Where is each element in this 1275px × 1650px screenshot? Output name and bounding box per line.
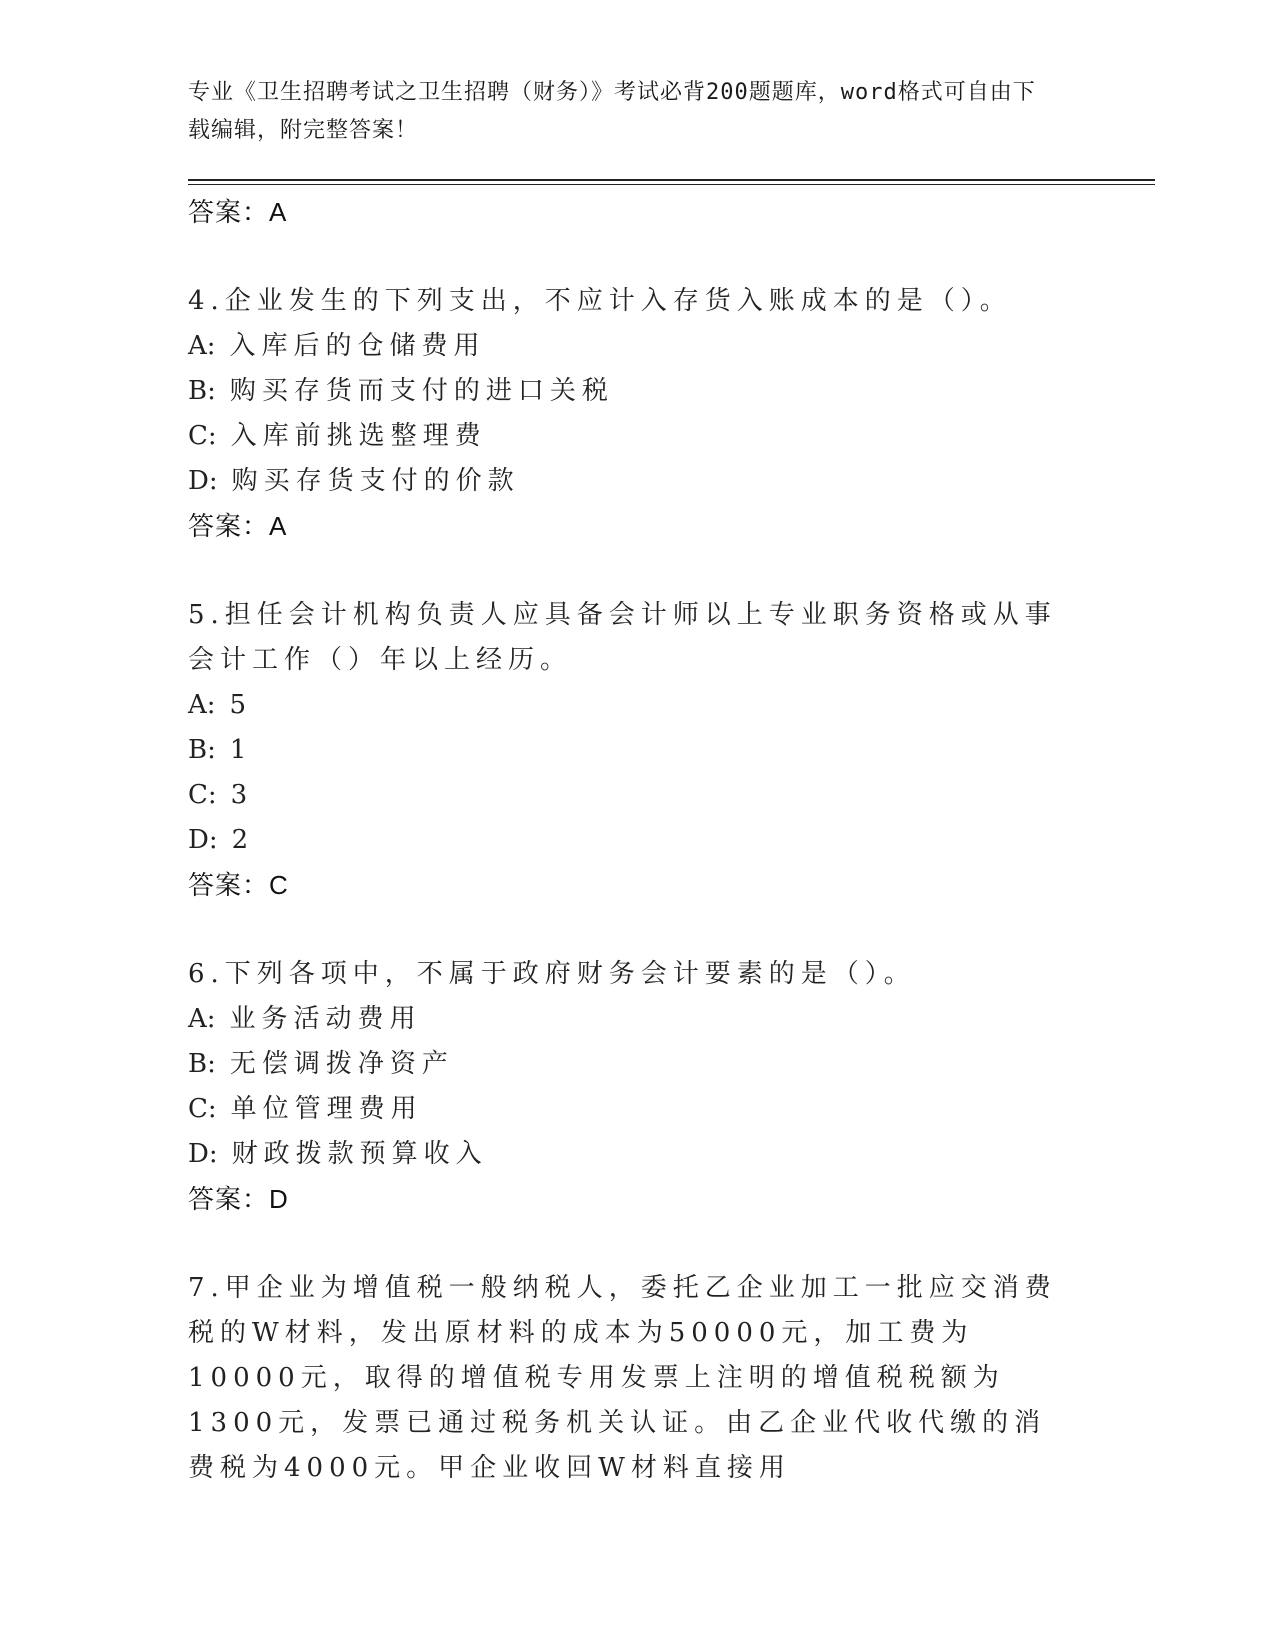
question-4 — [188, 279, 1068, 549]
option-text: 入库后的仓储费用 — [229, 331, 486, 361]
spacer — [188, 908, 1068, 952]
option-b — [188, 1042, 1068, 1087]
option-text: 业务活动费用 — [229, 1004, 422, 1034]
option-label: D: — [188, 1139, 218, 1169]
option-label: A: — [188, 690, 216, 720]
option-d — [188, 459, 1068, 504]
question-stem: 5.担任会计机构负责人应具备会计师以上专业职务资格或从事会计工作（）年以上经历。 — [188, 600, 1057, 675]
question-stem: 4.企业发生的下列支出，不应计入存货入账成本的是（）。 — [188, 286, 1012, 316]
question-5 — [188, 593, 1068, 908]
option-text: 财政拨款预算收入 — [231, 1139, 488, 1169]
spacer — [188, 235, 1068, 279]
option-text: 3 — [230, 780, 254, 810]
header-note: 专业《卫生招聘考试之卫生招聘（财务）》考试必背200题题库，word格式可自由下载编辑，附完整答案！ — [188, 80, 1036, 143]
answer: 答案：D — [188, 1184, 289, 1214]
question-6 — [188, 952, 1068, 1222]
option-text: 入库前挑选整理费 — [230, 421, 487, 451]
option-label: A: — [188, 331, 216, 361]
previous-answer: 答案：A — [188, 197, 288, 227]
question-content — [188, 190, 1068, 1491]
option-label: A: — [188, 1004, 216, 1034]
option-label: C: — [188, 780, 217, 810]
spacer — [188, 1222, 1068, 1266]
option-c — [188, 773, 1068, 818]
option-text: 5 — [229, 690, 253, 720]
option-d — [188, 1132, 1068, 1177]
option-text: 购买存货而支付的进口关税 — [229, 376, 614, 406]
option-label: B: — [188, 735, 216, 765]
option-c — [188, 1087, 1068, 1132]
option-a — [188, 324, 1068, 369]
option-d — [188, 818, 1068, 863]
option-text: 无偿调拨净资产 — [229, 1049, 454, 1079]
answer: 答案：C — [188, 870, 289, 900]
option-label: B: — [188, 376, 216, 406]
option-text: 1 — [229, 735, 253, 765]
question-stem: 7.甲企业为增值税一般纳税人，委托乙企业加工一批应交消费税的W材料，发出原材料的成本为50000元，加工费为10000元，取得的增值税专用发票上注明的增值税税额为1300元，发票已通过税务机关认证。由乙企业代收代缴的消费税为4000元。甲企业收回W材料直接用 — [188, 1273, 1057, 1483]
option-b — [188, 728, 1068, 773]
option-b — [188, 369, 1068, 414]
question-stem: 6.下列各项中，不属于政府财务会计要素的是（）。 — [188, 959, 916, 989]
spacer — [188, 549, 1068, 593]
option-text: 单位管理费用 — [230, 1094, 423, 1124]
option-a — [188, 997, 1068, 1042]
option-a — [188, 683, 1068, 728]
option-c — [188, 414, 1068, 459]
option-label: D: — [188, 825, 218, 855]
option-label: C: — [188, 421, 217, 451]
option-label: D: — [188, 466, 218, 496]
question-7 — [188, 1266, 1068, 1491]
option-label: B: — [188, 1049, 216, 1079]
option-label: C: — [188, 1094, 217, 1124]
header-divider — [188, 179, 1155, 181]
option-text: 购买存货支付的价款 — [231, 466, 520, 496]
header-divider-thin — [188, 184, 1155, 185]
option-text: 2 — [231, 825, 255, 855]
answer: 答案：A — [188, 511, 288, 541]
